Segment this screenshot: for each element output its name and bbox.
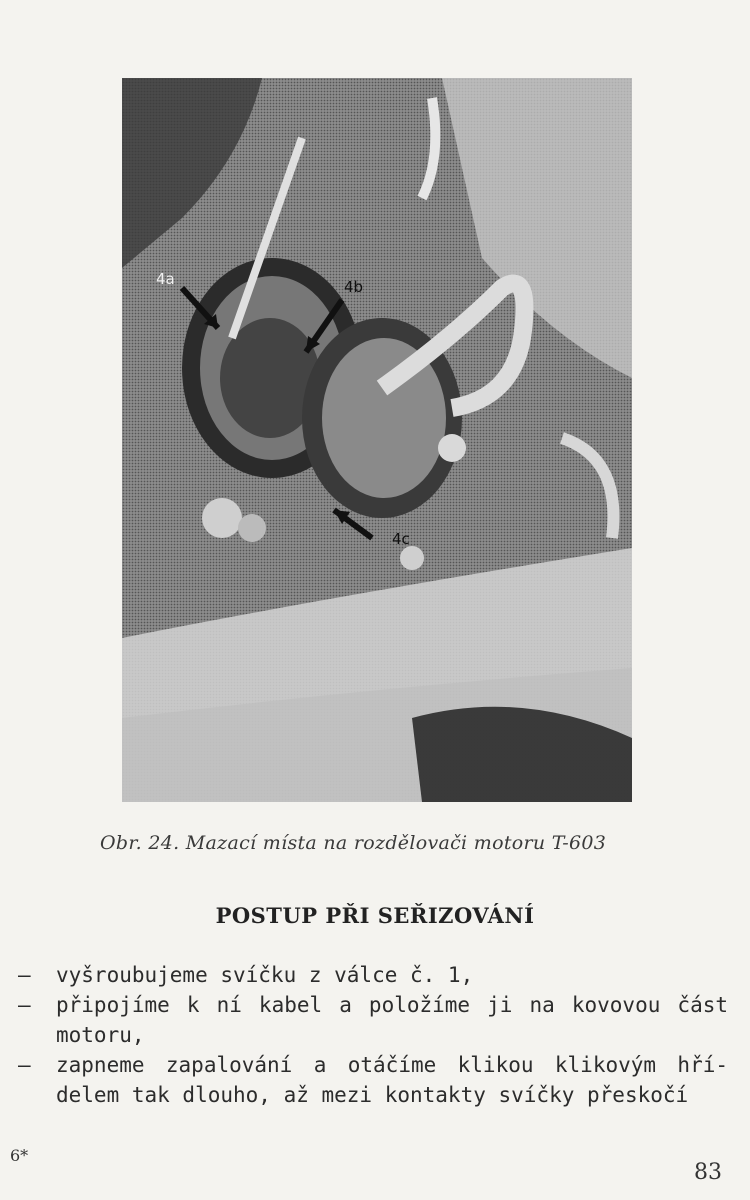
distributor-illustration — [122, 78, 632, 802]
step-item — [18, 960, 728, 990]
step-item — [18, 990, 728, 1050]
section-heading: POSTUP PŘI SEŘIZOVÁNÍ — [215, 903, 535, 928]
step-text: vyšroubujeme svíčku z válce č. 1, — [56, 963, 474, 987]
figure-caption: Obr. 24. Mazací místa na rozdělovači motoru T-603 — [100, 832, 607, 854]
signature-mark: 6* — [10, 1146, 29, 1165]
step-dash: — — [18, 993, 31, 1017]
step-text: zapneme zapalování a otáčíme klikou klikovým hří-delem tak dlouho, až mezi kontakty svíčky přeskočí — [56, 1053, 728, 1107]
label-4a: 4a — [156, 270, 175, 288]
steps-list — [18, 960, 728, 1110]
label-4b: 4b — [344, 278, 364, 296]
step-text: připojíme k ní kabel a položíme ji na kovovou část motoru, — [56, 993, 728, 1047]
step-dash: — — [18, 1053, 31, 1077]
label-4c: 4c — [392, 530, 410, 548]
page-number: 83 — [694, 1160, 722, 1185]
step-dash: — — [18, 963, 31, 987]
step-item — [18, 1050, 728, 1110]
figure-photo — [122, 78, 632, 802]
